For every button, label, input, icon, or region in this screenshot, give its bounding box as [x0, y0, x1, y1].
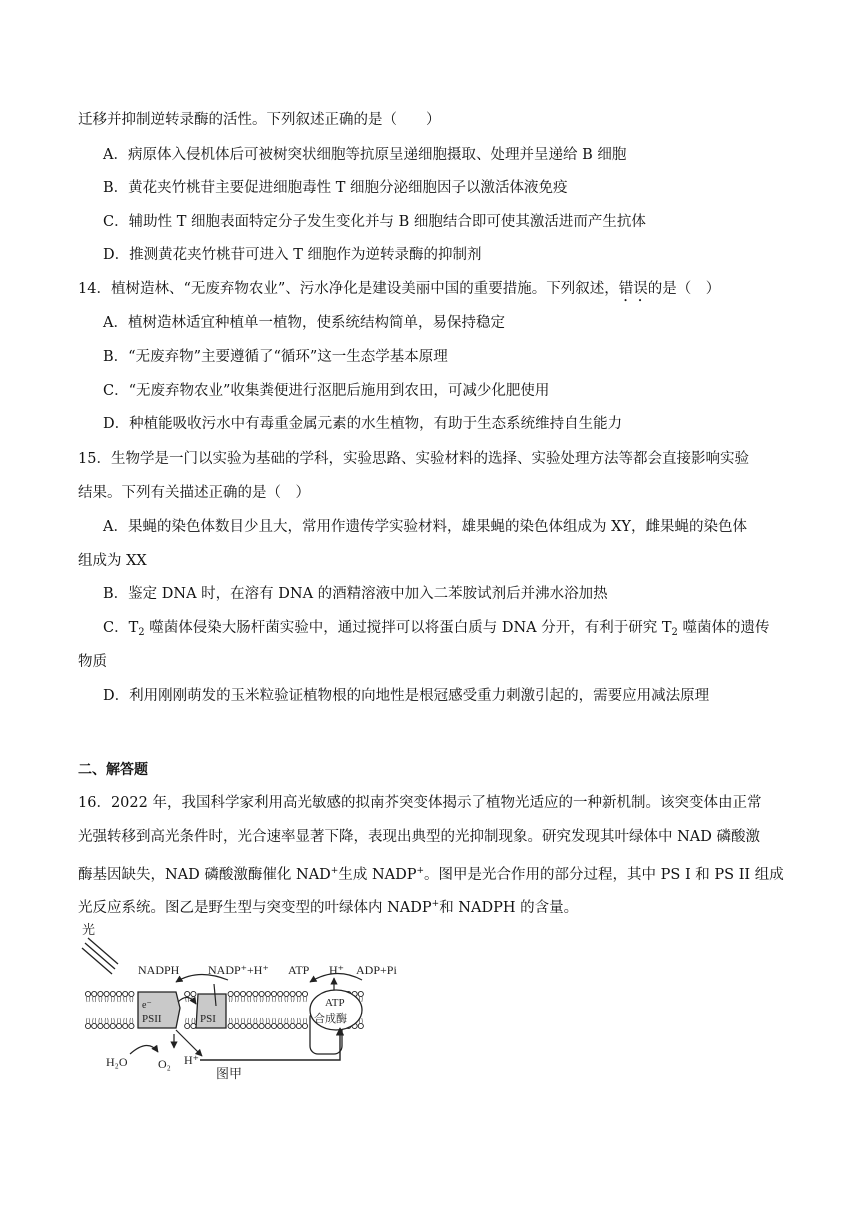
lipid-tail	[111, 1018, 114, 1023]
q15-c-part-b: 噬菌体侵染大肠杆菌实验中，通过搅拌可以将蛋白质与 DNA 分开，有利于研究 T	[144, 620, 672, 636]
lipid-tail	[279, 997, 282, 1002]
q14-option-b: B．“无废弃物”主要遵循了“循环”这一生态学基本原理	[103, 349, 448, 365]
lipid-head	[302, 991, 307, 996]
lipid-tail	[235, 1018, 238, 1023]
lipid-head	[234, 991, 239, 996]
lipid-head	[85, 991, 90, 996]
lipid-tail	[124, 997, 127, 1002]
atp-synthase-label-1: ATP	[325, 997, 345, 1009]
q16-line3-part-b: 生成 NADP	[338, 867, 417, 883]
q15-stem-line1: 15．生物学是一门以实验为基础的学科，实验思路、实验材料的选择、实验处理方法等都会直接影响实验	[78, 451, 749, 467]
light-label: 光	[82, 922, 96, 937]
lipid-tail	[93, 997, 96, 1002]
lipid-head	[234, 1023, 239, 1028]
q14-stem-part-a: 14．植树造林、“无废弃物农业”、污水净化是建设美丽中国的重要措施。下列叙述，	[78, 281, 619, 297]
q16-line3-part-a: 酶基因缺失，NAD 磷酸激酶催化 NAD	[78, 867, 331, 883]
q15-option-c-line2: 物质	[78, 654, 107, 670]
lipid-tail	[304, 997, 307, 1002]
q14-option-d: D．种植能吸收污水中有毒重金属元素的水生植物，有助于生态系统维持自生能力	[103, 416, 623, 432]
q14-option-c: C．“无废弃物农业”收集粪便进行沤肥后施用到农田，可减少化肥使用	[103, 383, 550, 399]
lipid-tail	[229, 1018, 232, 1023]
figure-caption: 图甲	[216, 1066, 243, 1081]
lipid-head	[271, 1023, 276, 1028]
q15-c-subscript-2: 2	[671, 627, 678, 638]
lipid-head	[191, 991, 196, 996]
lipid-head	[278, 1023, 283, 1028]
lipid-tail	[118, 1018, 121, 1023]
q16-line3-part-c: 。图甲是光合作用的部分过程，其中 PS I 和 PS II 组成	[424, 867, 784, 883]
lipid-tail	[242, 997, 245, 1002]
lipid-head	[228, 991, 233, 996]
lipid-head	[253, 991, 258, 996]
lipid-head	[123, 1023, 128, 1028]
q13-stem-end: 迁移并抑制逆转录酶的活性。下列叙述正确的是（ ）	[78, 112, 441, 128]
psii-complex	[138, 992, 180, 1028]
lipid-head	[302, 1023, 307, 1028]
q16-line4	[78, 894, 578, 918]
q16-line1: 16．2022 年，我国科学家利用高光敏感的拟南芥突变体揭示了植物光适应的一种新机制。该突变体由正常	[78, 795, 762, 811]
lipid-tail	[229, 997, 232, 1002]
q15-c-part-c: 噬菌体的遗传	[677, 620, 770, 636]
lipid-tail	[105, 997, 108, 1002]
q15-option-d: D．利用刚刚萌发的玉米粒验证植物根的向地性是根冠感受重力刺激引起的，需要应用减法原理	[103, 688, 710, 704]
lipid-head	[265, 991, 270, 996]
lipid-head	[185, 1023, 190, 1028]
lipid-tail	[297, 1018, 300, 1023]
lipid-head	[247, 991, 252, 996]
lipid-head	[247, 1023, 252, 1028]
lipid-tail	[273, 997, 276, 1002]
lipid-tail	[279, 1018, 282, 1023]
section-heading: 二、解答题	[78, 762, 148, 778]
psi-complex	[196, 994, 226, 1028]
lipid-head	[129, 991, 134, 996]
q14-option-a: A．植树造林适宜种植单一植物，使系统结构简单，易保持稳定	[103, 315, 505, 331]
lipid-head	[290, 1023, 295, 1028]
q14-stem-part-b: 的是（ ）	[647, 281, 721, 297]
q15-option-c-line1	[103, 618, 770, 643]
lipid-head	[85, 1023, 90, 1028]
q15-c-subscript: 2	[138, 627, 145, 638]
lipid-head	[104, 1023, 109, 1028]
lipid-head	[98, 991, 103, 996]
lipid-head	[296, 991, 301, 996]
psi-label: PSI	[200, 1013, 216, 1025]
lipid-head	[259, 1023, 264, 1028]
lipid-tail	[304, 1018, 307, 1023]
lipid-head	[104, 991, 109, 996]
lipid-head	[240, 991, 245, 996]
q16-line3-sup2: +	[416, 866, 425, 876]
nadph-label: NADPH	[138, 963, 180, 977]
q15-option-b: B．鉴定 DNA 时，在溶有 DNA 的酒精溶液中加入二苯胺试剂后并沸水浴加热	[103, 586, 608, 602]
lipid-tail	[266, 1018, 269, 1023]
lipid-tail	[291, 997, 294, 1002]
q13-option-b: B．黄花夹竹桃苷主要促进细胞毒性 T 细胞分泌细胞因子以激活体液免疫	[103, 180, 568, 196]
lipid-tail	[192, 1018, 195, 1023]
lipid-tail	[130, 997, 133, 1002]
lipid-head	[265, 1023, 270, 1028]
lipid-tail	[285, 1018, 288, 1023]
lipid-tail	[260, 997, 263, 1002]
q14-stem-emphasis: 错误	[618, 281, 648, 297]
lipid-tail	[254, 997, 257, 1002]
lipid-tail	[111, 997, 114, 1002]
lipid-tail	[87, 1018, 90, 1023]
lipid-head	[259, 991, 264, 996]
lipid-tail	[93, 1018, 96, 1023]
lipid-head	[98, 1023, 103, 1028]
lipid-head	[123, 991, 128, 996]
q16-line3-sup1: +	[330, 866, 339, 876]
atp-label: ATP	[288, 963, 310, 977]
lipid-head	[110, 991, 115, 996]
q13-option-d: D．推测黄花夹竹桃苷可进入 T 细胞作为逆转录酶的抑制剂	[103, 247, 482, 263]
o2-label: O₂	[158, 1057, 171, 1071]
lipid-head	[129, 1023, 134, 1028]
lipid-head	[92, 991, 97, 996]
water-split-arrow	[130, 1045, 158, 1054]
adp-pi-label: ADP+Pi	[356, 963, 397, 977]
lipid-head	[358, 991, 363, 996]
q15-option-a-line2: 组成为 XX	[78, 553, 147, 569]
lipid-tail	[99, 997, 102, 1002]
lipid-tail	[186, 1018, 189, 1023]
lipid-tail	[124, 1018, 127, 1023]
q13-option-c: C．辅助性 T 细胞表面特定分子发生变化并与 B 细胞结合即可使其激活进而产生抗体	[103, 214, 646, 230]
lipid-tail	[260, 1018, 263, 1023]
lipid-tail	[248, 1018, 251, 1023]
electron-transfer-arrow	[178, 997, 196, 1004]
lipid-tail	[285, 997, 288, 1002]
lipid-tail	[266, 997, 269, 1002]
lipid-head	[185, 991, 190, 996]
lipid-head	[92, 1023, 97, 1028]
q16-line2: 光强转移到高光条件时，光合速率显著下降，表现出典型的光抑制现象。研究发现其叶绿体中 NAD 磷酸激	[78, 829, 760, 845]
lipid-tail	[118, 997, 121, 1002]
q16-line3	[78, 861, 784, 885]
lipid-head	[116, 1023, 121, 1028]
q16-line4-sup: +	[431, 899, 440, 909]
lipid-head	[278, 991, 283, 996]
lipid-tail	[105, 1018, 108, 1023]
lipid-head	[191, 1023, 196, 1028]
q15-option-a-line1: A．果蝇的染色体数目少且大，常用作遗传学实验材料，雄果蝇的染色体组成为 XY，雌果蝇的染色体	[103, 519, 747, 535]
lipid-head	[284, 1023, 289, 1028]
psii-label: PSII	[142, 1013, 162, 1025]
lipid-head	[228, 1023, 233, 1028]
electron-label: e⁻	[142, 1000, 152, 1011]
lipid-tail	[87, 997, 90, 1002]
lipid-head	[271, 991, 276, 996]
q16-line4-part-b: 和 NADPH 的含量。	[439, 900, 579, 916]
lipid-tail	[248, 997, 251, 1002]
lipid-head	[358, 1023, 363, 1028]
lipid-head	[110, 1023, 115, 1028]
atp-synthase	[310, 990, 362, 1054]
lipid-tail	[235, 997, 238, 1002]
lipid-head	[253, 1023, 258, 1028]
h-plus-bottom-label: H⁺	[184, 1053, 199, 1067]
light-rays-icon	[82, 938, 118, 974]
atp-synthase-label-2: 合成酶	[314, 1013, 347, 1025]
lipid-head	[116, 991, 121, 996]
lipid-head	[290, 991, 295, 996]
lipid-tail	[254, 1018, 257, 1023]
lipid-tail	[297, 997, 300, 1002]
q13-option-a: A．病原体入侵机体后可被树突状细胞等抗原呈递细胞摄取、处理并呈递给 B 细胞	[103, 147, 627, 163]
nadp-h-label: NADP⁺+H⁺	[208, 963, 269, 977]
q16-line4-part-a: 光反应系统。图乙是野生型与突变型的叶绿体内 NADP	[78, 900, 432, 916]
lipid-head	[284, 991, 289, 996]
lipid-head	[296, 1023, 301, 1028]
lipid-tail	[99, 1018, 102, 1023]
h-plus-top-label: H⁺	[329, 963, 344, 977]
q15-c-part-a: C．T	[103, 620, 139, 636]
photosynthesis-diagram	[78, 918, 397, 1081]
lipid-tail	[273, 1018, 276, 1023]
q15-stem-line2: 结果。下列有关描述正确的是（ ）	[78, 485, 310, 501]
lipid-tail	[242, 1018, 245, 1023]
lipid-tail	[291, 1018, 294, 1023]
h2o-label: H₂O	[106, 1055, 128, 1069]
q14-stem	[78, 279, 720, 305]
lipid-tail	[130, 1018, 133, 1023]
lipid-head	[240, 1023, 245, 1028]
